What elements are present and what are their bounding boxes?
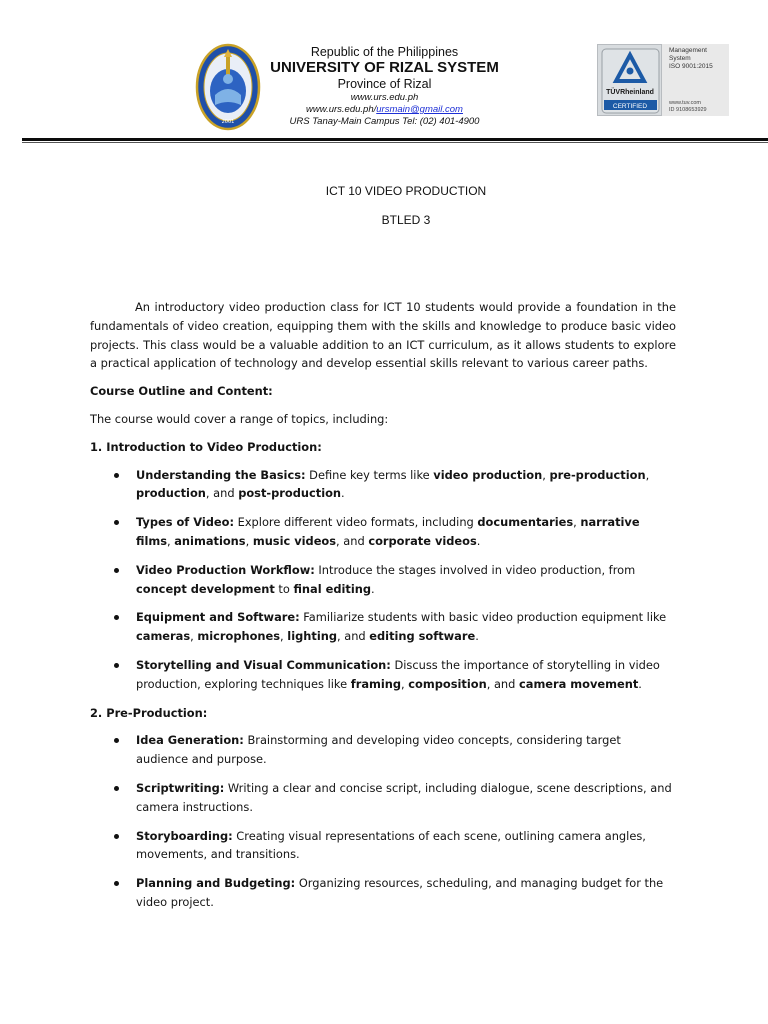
course-heading: Course Outline and Content: [90, 384, 273, 399]
list-item: Scriptwriting: Writing a clear and concise script, including dialogue, scene descriptions, and camera instructions. [90, 779, 676, 817]
province-line: Province of Rizal [337, 77, 432, 91]
document-subtitle: BTLED 3 [381, 213, 431, 227]
certification-info: Management System ISO 9001:2015 [669, 47, 713, 70]
list-item: Storytelling and Visual Communication: Discuss the importance of storytelling in video production, exploring techniques like framing, composition, and camera movement. [90, 656, 676, 694]
list-item: Storyboarding: Creating visual representations of each scene, outlining camera angles, movements, and transitions. [90, 827, 676, 865]
bullet-icon [114, 568, 119, 573]
certification-badge [597, 44, 729, 116]
svg-text:CERTIFIED: CERTIFIED [612, 103, 648, 110]
list-item: Equipment and Software: Familiarize students with basic video production equipment like cameras, microphones, lighting, and editing software. [90, 608, 676, 646]
letterhead [0, 40, 768, 135]
list-item: Video Production Workflow: Introduce the stages involved in video production, from concept development to final editing. [90, 561, 676, 599]
list-item: Idea Generation: Brainstorming and developing video concepts, considering target audience and purpose. [90, 731, 676, 769]
header-divider-thin [22, 142, 768, 143]
course-lead: The course would cover a range of topics, including: [90, 411, 389, 426]
list-item: Types of Video: Explore different video formats, including documentaries, narrative films, animations, music videos, and corporate videos. [90, 513, 676, 551]
email-line: www.urs.edu.ph/ursmain@gmail.com [306, 104, 463, 115]
campus-line: URS Tanay-Main Campus Tel: (02) 401-4900 [289, 116, 480, 127]
website-line: www.urs.edu.ph [350, 92, 419, 103]
email-link[interactable]: ursmain@gmail.com [376, 104, 463, 115]
letterhead-text [262, 45, 507, 128]
bullet-icon [114, 738, 119, 743]
university-name: UNIVERSITY OF RIZAL SYSTEM [270, 59, 499, 76]
svg-text:2001: 2001 [221, 119, 235, 125]
tuv-triangle-icon [598, 45, 663, 117]
bullet-icon [114, 473, 119, 478]
bullet-icon [114, 881, 119, 886]
bullet-icon [114, 786, 119, 791]
document-title: ICT 10 VIDEO PRODUCTION [325, 184, 487, 198]
header-divider [22, 138, 768, 141]
section2-heading: 2. Pre-Production: [90, 705, 208, 720]
document-body [90, 298, 676, 922]
country-line: Republic of the Philippines [310, 45, 459, 59]
bullet-icon [114, 834, 119, 839]
section1-list [90, 466, 676, 694]
bullet-icon [114, 520, 119, 525]
section2-list [90, 731, 676, 911]
university-seal-icon [195, 43, 261, 131]
section1-heading: 1. Introduction to Video Production: [90, 439, 322, 454]
bullet-icon [114, 663, 119, 668]
svg-text:TÜVRheinland: TÜVRheinland [606, 89, 654, 96]
certification-id: www.tuv.com ID 9108653929 [669, 100, 707, 113]
list-item: Understanding the Basics: Define key terms like video production, pre-production, production, and post-production. [90, 466, 676, 504]
list-item: Planning and Budgeting: Organizing resources, scheduling, and managing budget for the video project. [90, 874, 676, 912]
intro-paragraph: An introductory video production class for ICT 10 students would provide a foundation in the fundamentals of video creation, equipping them with the skills and knowledge to produce basic video projects. This class would be a valuable addition to an ICT curriculum, as it allows students to explore a practical application of technology and develop essential skills relevant to various career paths. [90, 300, 676, 371]
bullet-icon [114, 615, 119, 620]
tuv-logo [597, 44, 662, 116]
